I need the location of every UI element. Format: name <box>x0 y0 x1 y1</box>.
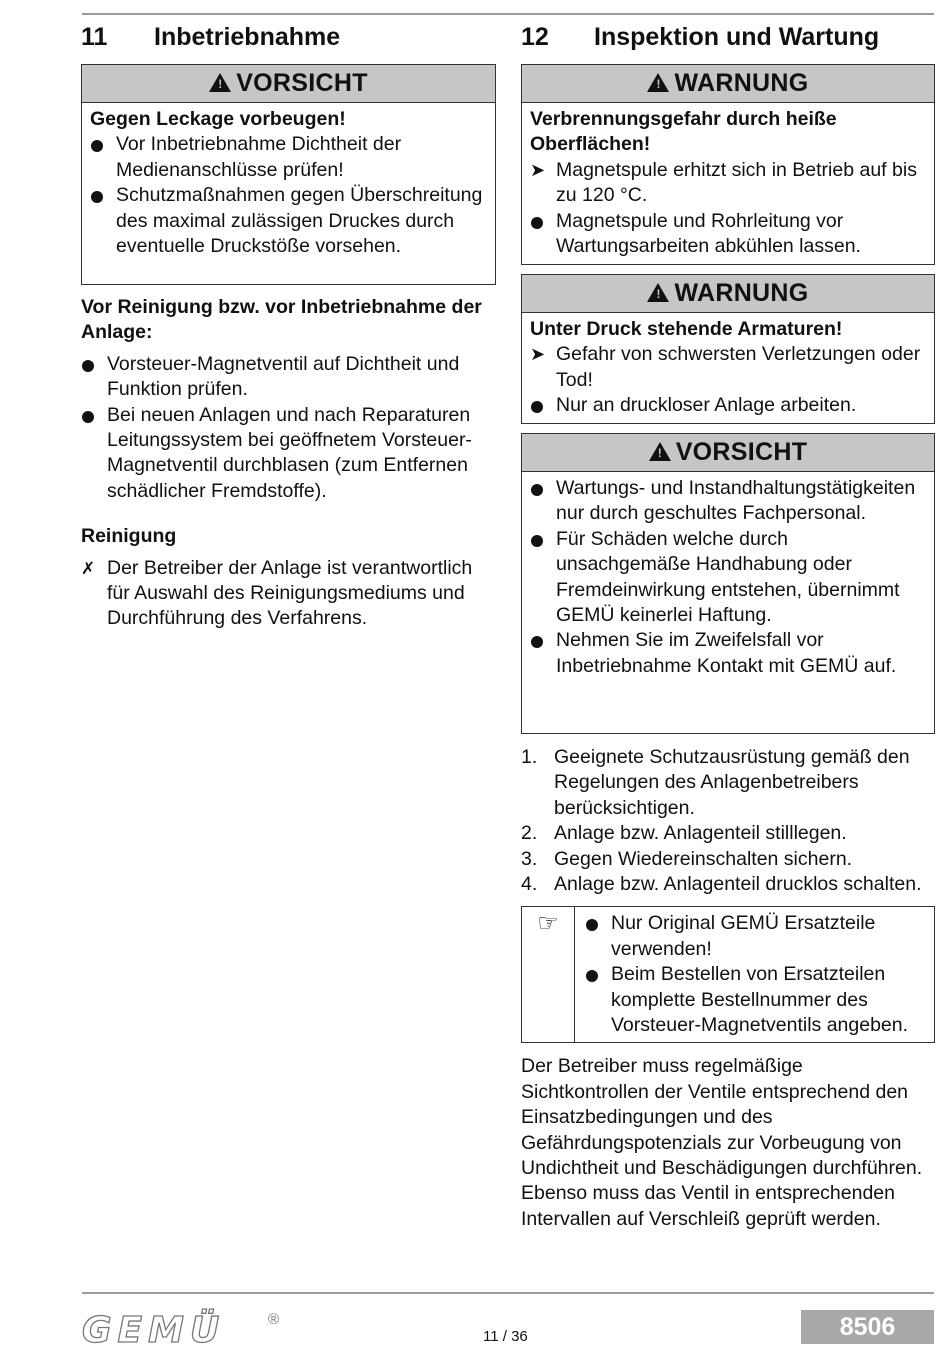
bullet-icon <box>90 183 116 259</box>
header-rule <box>82 13 934 15</box>
warning-label: WARNUNG <box>674 69 809 97</box>
bullet-icon <box>81 352 107 403</box>
caution-box-maintenance <box>521 433 935 734</box>
step-number: 1. <box>521 746 538 768</box>
list-item: 1. Geeignete Schutzausrüstung gemäß den Regelungen des Anlagenbetreibers berücksichtigen. <box>521 745 935 821</box>
warning-triangle-icon <box>647 283 669 302</box>
section-number: 11 <box>81 23 108 51</box>
closing-paragraph: Der Betreiber muss regelmäßige Sichtkontrollen der Ventile entsprechend den Einsatzbedingungen und des Gefährdungspotenzials zur Vorbeugung von Undichtheit und Beschädigungen durchführen. Ebenso muss das Ventil in entsprechenden Intervallen auf Verschleiß geprüft werden. <box>521 1055 923 1230</box>
warning-heading: Verbrennungsgefahr durch heiße Oberflächen! <box>530 108 837 156</box>
bullet-icon <box>81 403 107 505</box>
section-heading-11 <box>81 22 496 52</box>
caution-label: VORSICHT <box>236 69 368 97</box>
caution-header <box>82 65 495 103</box>
caution-heading: Gegen Leckage vorbeugen! <box>90 108 346 130</box>
gemu-logo: GEMÜ <box>82 1310 226 1351</box>
section-number: 12 <box>521 23 549 51</box>
warning-triangle-icon <box>649 442 671 461</box>
page-number: 11 / 36 <box>483 1328 528 1345</box>
warning-header <box>522 275 934 313</box>
step-number: 4. <box>521 873 538 896</box>
bullet-icon <box>90 132 116 183</box>
product-number-badge: 8506 <box>801 1310 934 1344</box>
pointing-hand-icon: ☞ <box>522 907 575 1042</box>
warning-triangle-icon <box>209 73 231 92</box>
footer-rule <box>82 1292 934 1294</box>
caution-label: VORSICHT <box>675 438 808 466</box>
warning-label: WARNUNG <box>674 279 809 307</box>
cross-marker-icon: ✗ <box>81 558 96 578</box>
list-item: Schutzmaßnahmen gegen Überschreitung des maximal zulässigen Druckes durch eventuelle Druckstöße vorsehen. <box>90 183 487 259</box>
before-operation-heading: Vor Reinigung bzw. vor Inbetriebnahme der Anlage: <box>81 296 482 344</box>
step-number: 3. <box>521 847 538 870</box>
registered-mark: ® <box>268 1311 280 1328</box>
cleaning-heading: Reinigung <box>81 525 177 548</box>
list-item: Vorsteuer-Magnetventil auf Dichtheit und Funktion prüfen. <box>81 352 496 403</box>
section-title: Inspektion und Wartung <box>594 23 880 51</box>
list-item: ➤ Gefahr von schwersten Verletzungen oder Tod! <box>530 342 926 393</box>
caution-box-leakage <box>81 64 496 285</box>
warning-heading: Unter Druck stehende Armaturen! <box>530 318 843 340</box>
section-heading-12 <box>521 22 935 52</box>
warning-header <box>522 65 934 103</box>
list-item: 2. Anlage bzw. Anlagenteil stilllegen. <box>521 821 935 846</box>
maintenance-steps <box>521 745 935 897</box>
warning-box-pressure <box>521 274 935 424</box>
arrow-marker-icon: ➤ <box>530 344 546 365</box>
list-item: Beim Bestellen von Ersatzteilen komplette Bestellnummer des Vorsteuer-Magnetventils angeben. <box>585 962 930 1038</box>
list-item: 4. Anlage bzw. Anlagenteil drucklos schalten. <box>521 872 935 897</box>
list-item: ➤ Magnetspule erhitzt sich in Betrieb auf bis zu 120 °C. <box>530 158 926 209</box>
list-item: Nur an druckloser Anlage arbeiten. <box>530 393 926 418</box>
bullet-icon <box>530 393 556 418</box>
warning-box-hot-surface <box>521 64 935 265</box>
list-item: Nehmen Sie im Zweifelsfall vor Inbetriebnahme Kontakt mit GEMÜ auf. <box>530 628 926 679</box>
list-item: Magnetspule und Rohrleitung vor Wartungsarbeiten abkühlen lassen. <box>530 209 926 260</box>
list-item: Für Schäden welche durch unsachgemäße Handhabung oder Fremdeinwirkung entstehen, übernimmt GEMÜ keinerlei Haftung. <box>530 527 926 629</box>
caution-header <box>522 434 934 472</box>
arrow-marker-icon: ➤ <box>530 159 546 180</box>
list-item: Wartungs- und Instandhaltungstätigkeiten nur durch geschultes Fachpersonal. <box>530 476 926 527</box>
list-item: Vor Inbetriebnahme Dichtheit der Medienanschlüsse prüfen! <box>90 132 487 183</box>
bullet-icon <box>585 962 611 1038</box>
step-number: 2. <box>521 822 538 845</box>
left-column <box>81 22 496 632</box>
warning-triangle-icon <box>647 73 669 92</box>
list-item: 3. Gegen Wiedereinschalten sichern. <box>521 847 935 872</box>
list-item: Nur Original GEMÜ Ersatzteile verwenden! <box>585 911 930 962</box>
bullet-icon <box>530 527 556 629</box>
bullet-icon <box>585 911 611 962</box>
bullet-icon <box>530 476 556 527</box>
spare-parts-hint-box <box>521 906 935 1043</box>
bullet-icon <box>530 209 556 260</box>
right-column <box>521 22 935 1232</box>
list-item: Bei neuen Anlagen und nach Reparaturen Leitungssystem bei geöffnetem Vorsteuer-Magnetventil durchblasen (zum Entfernen schädlicher Fremdstoffe). <box>81 403 496 505</box>
cleaning-item: ✗ Der Betreiber der Anlage ist verantwortlich für Auswahl des Reinigungsmediums und Durchführung des Verfahrens. <box>81 556 496 632</box>
bullet-icon <box>530 628 556 679</box>
section-title: Inbetriebnahme <box>154 23 341 51</box>
